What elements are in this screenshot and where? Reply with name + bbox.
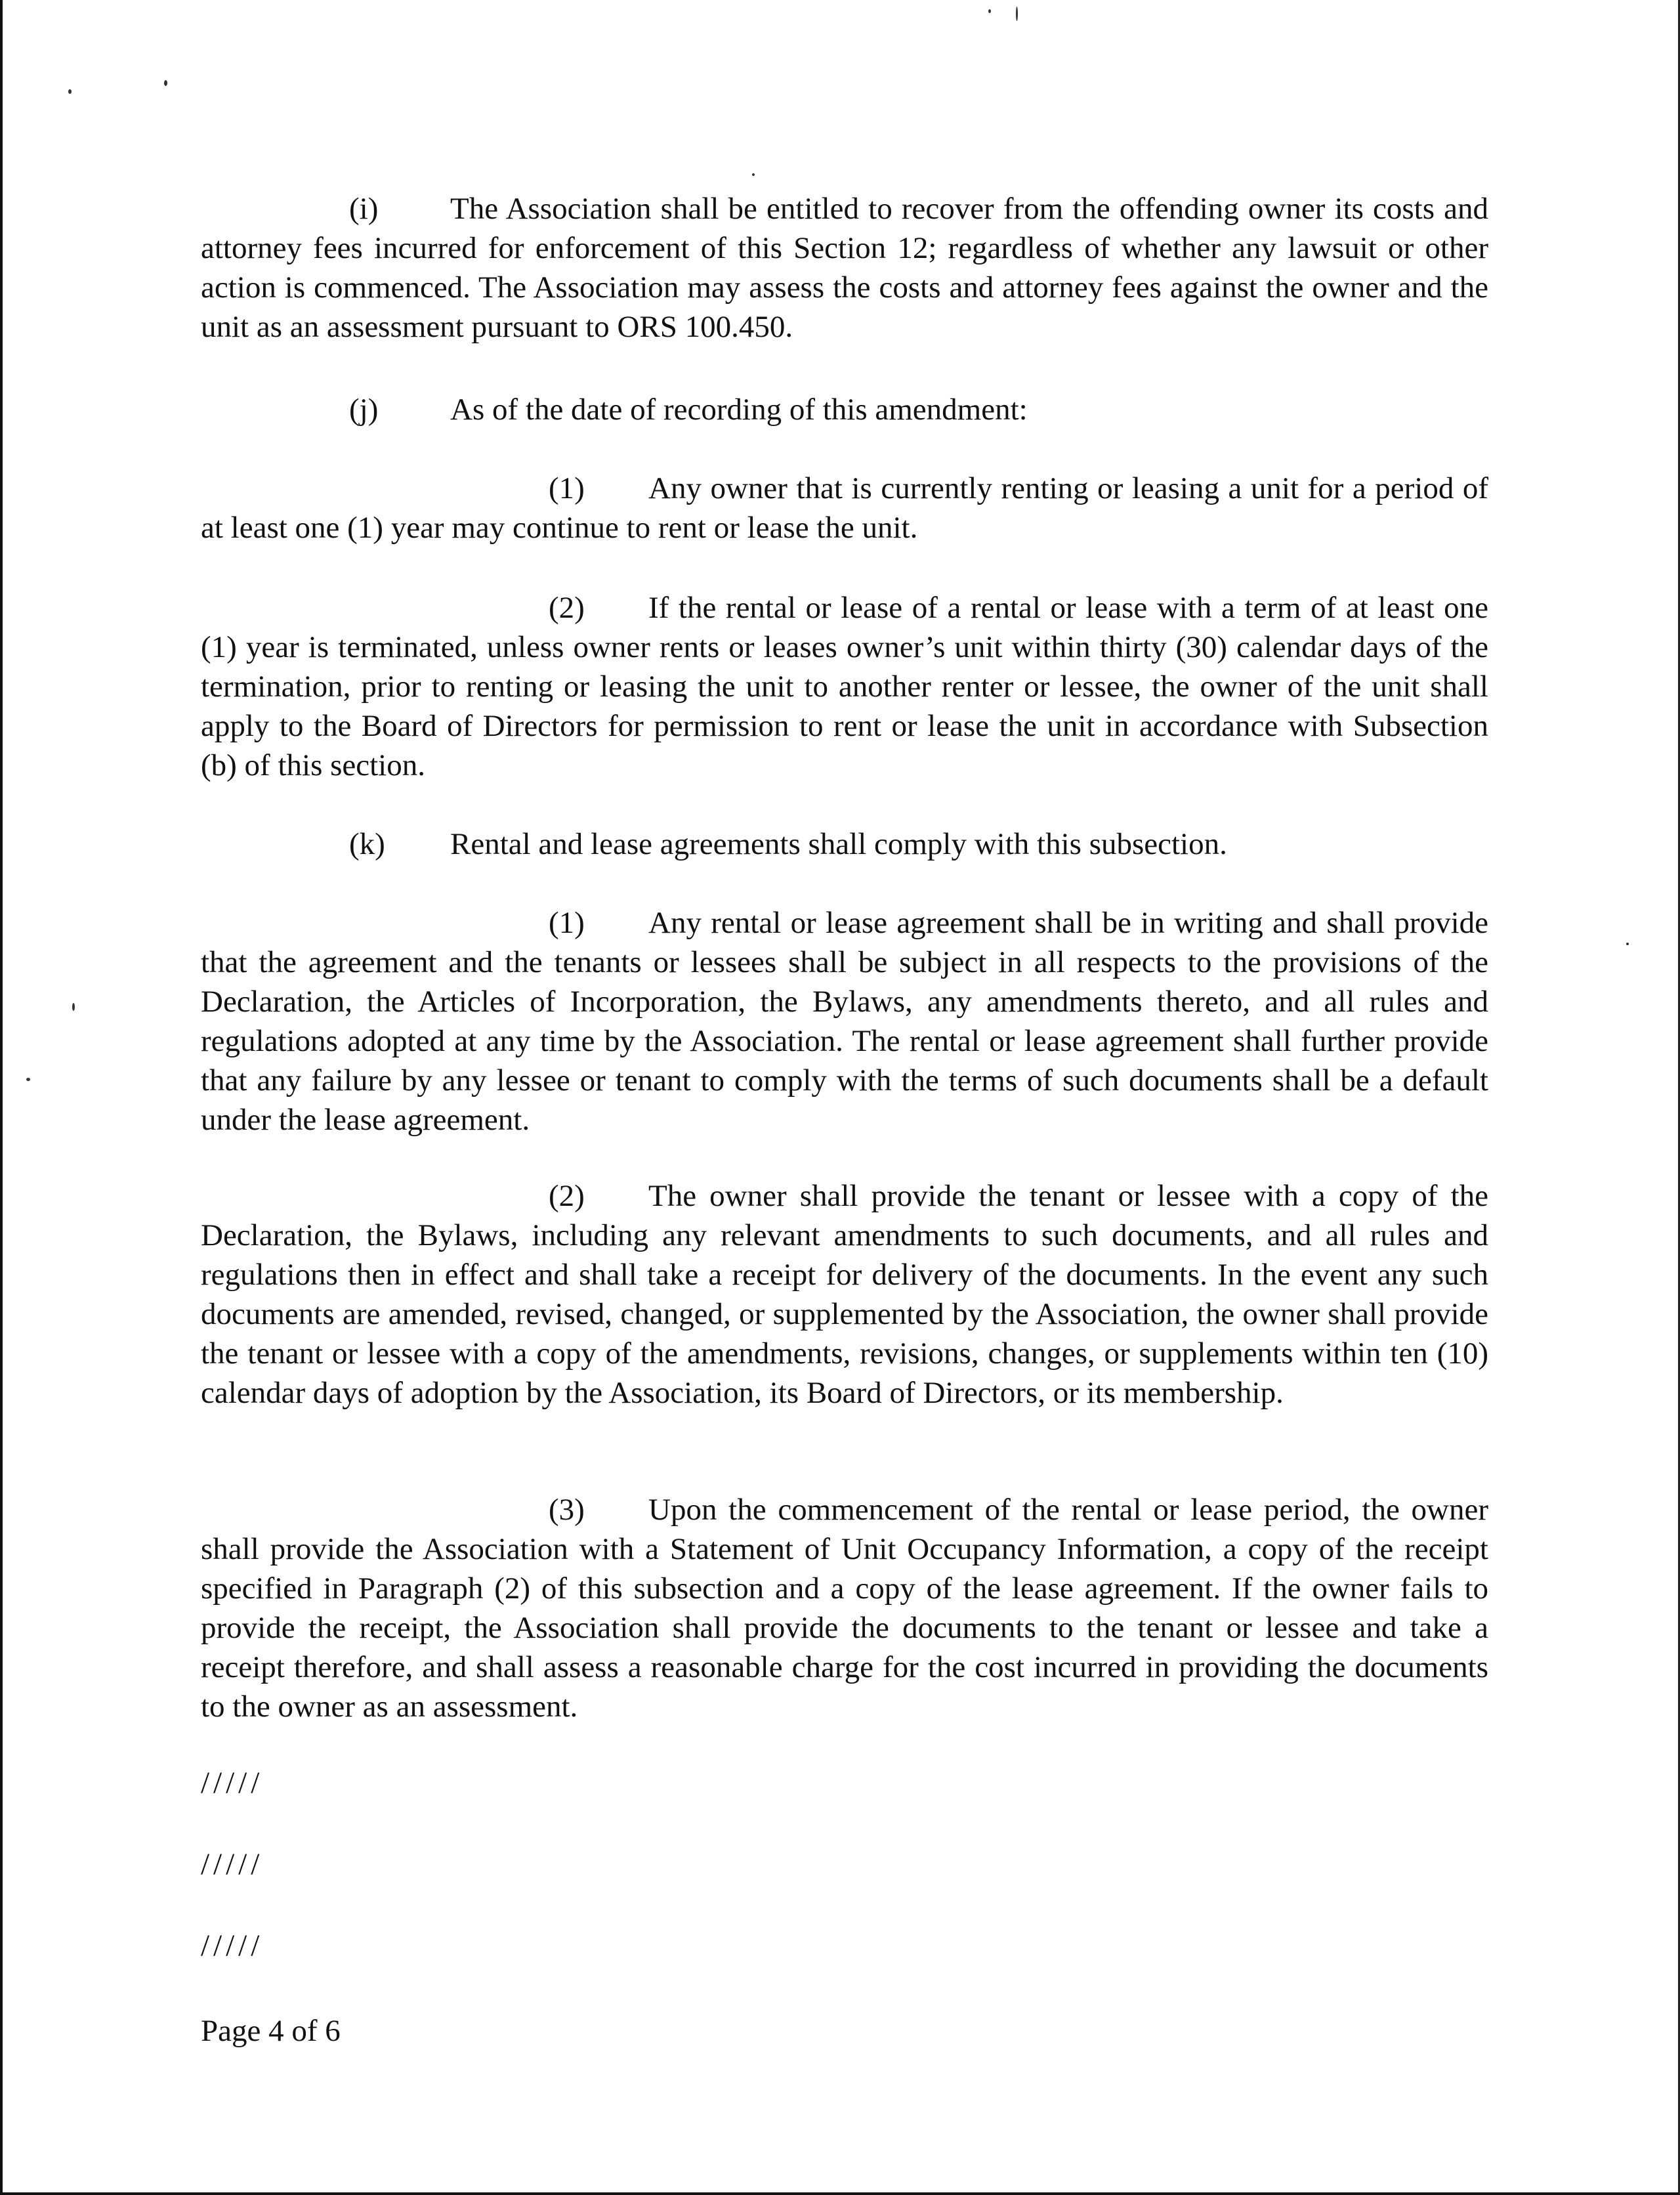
paragraph-k-2-label: (2) — [549, 1179, 585, 1213]
scan-speck — [1016, 7, 1018, 21]
page-number: Page 4 of 6 — [201, 2014, 341, 2048]
paragraph-k-1-text: Any rental or lease agreement shall be in writing and shall provide that the agreement and the tenants or lessees shall be subject in all respects to the provisions of the Declaration, the Articles of Incorporation, the Bylaws, any amendments thereto, and all rules and regulations adopted at any time by the Association. The rental or lease agreement shall further provide that any failure by any lessee or tenant to comply with the terms of such documents shall be a default under the lease agreement. — [201, 906, 1488, 1137]
paragraph-j-label: (j) — [349, 393, 379, 427]
scan-speck — [72, 1003, 75, 1011]
paragraph-k-2 — [201, 1176, 1488, 1413]
paragraph-k-1-label: (1) — [549, 906, 585, 940]
paragraph-j-1-label: (1) — [549, 471, 585, 505]
paragraph-k — [349, 824, 1227, 864]
separator-slashes: ///// — [201, 1847, 264, 1881]
paragraph-j — [349, 390, 1028, 429]
paragraph-k-3 — [201, 1490, 1488, 1726]
paragraph-i-label: (i) — [349, 192, 379, 226]
scan-speck — [752, 173, 755, 176]
paragraph-j-text: As of the date of recording of this amendment: — [450, 393, 1028, 427]
paragraph-j-1 — [201, 469, 1488, 547]
scan-speck — [164, 80, 167, 86]
scan-speck — [988, 9, 991, 13]
paragraph-k-1 — [201, 903, 1488, 1140]
separator-slashes: ///// — [201, 1766, 264, 1800]
paragraph-j-2 — [201, 588, 1488, 785]
scan-speck — [26, 1078, 30, 1081]
paragraph-k-text: Rental and lease agreements shall comply with this subsection. — [450, 827, 1227, 861]
paragraph-k-3-text: Upon the commencement of the rental or lease period, the owner shall provide the Association with a Statement of Unit Occupancy Information, a copy of the receipt specified in Paragraph (2) of this subsection and a copy of the lease agreement. If the owner fails to provide the receipt, the Association shall provide the documents to the tenant or lessee and take a receipt therefore, and shall assess a reasonable charge for the cost incurred in providing the documents to the owner as an assessment. — [201, 1493, 1488, 1724]
separator-slashes: ///// — [201, 1929, 264, 1963]
paragraph-k-2-text: The owner shall provide the tenant or lessee with a copy of the Declaration, the Bylaws, including any relevant amendments to such documents, and all rules and regulations then in effect and shall take a receipt for delivery of the documents. In the event any such documents are amended, revised, changed, or supplemented by the Association, the owner shall provide the tenant or lessee with a copy of the amendments, revisions, changes, or supplements within ten (10) calendar days of adoption by the Association, its Board of Directors, or its membership. — [201, 1179, 1488, 1410]
scan-speck — [1626, 943, 1629, 945]
paragraph-k-3-label: (3) — [549, 1493, 585, 1527]
paragraph-i — [201, 189, 1488, 347]
paragraph-i-text: The Association shall be entitled to recover from the offending owner its costs and attorney fees incurred for enforcement of this Section 12; regardless of whether any lawsuit or other action is commenced. The Association may assess the costs and attorney fees against the owner and the unit as an assessment pursuant to ORS 100.450. — [201, 192, 1488, 344]
paragraph-j-1-text: Any owner that is currently renting or leasing a unit for a period of at least one (1) year may continue to rent or lease the unit. — [201, 471, 1488, 545]
paragraph-k-label: (k) — [349, 827, 385, 861]
paragraph-j-2-label: (2) — [549, 591, 585, 625]
scan-speck — [68, 89, 72, 94]
paragraph-j-2-text: If the rental or lease of a rental or lease with a term of at least one (1) year is terminated, unless owner rents or leases owner’s unit within thirty (30) calendar days of the termination, prior to renting or leasing the unit to another renter or lessee, the owner of the unit shall apply to the Board of Directors for permission to rent or lease the unit in accordance with Subsection (b) of this section. — [201, 591, 1488, 782]
